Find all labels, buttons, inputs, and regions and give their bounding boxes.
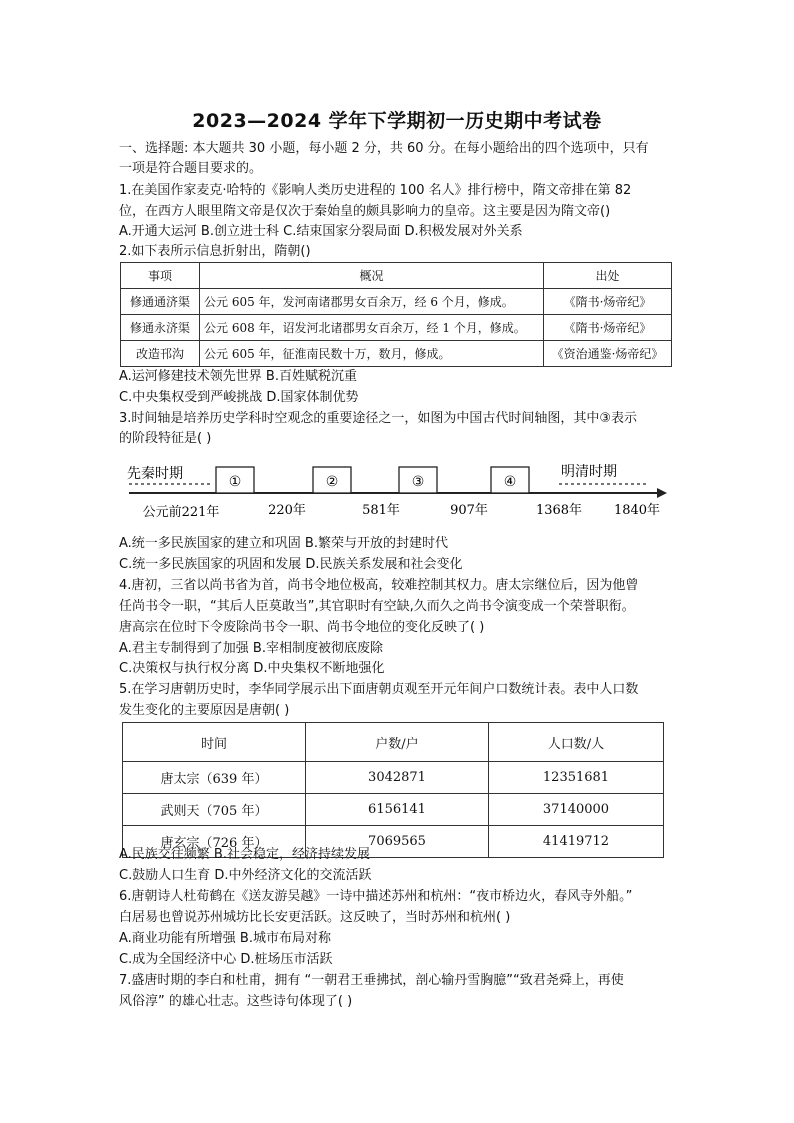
table-cell: 改造邗沟: [121, 341, 200, 367]
table-row: [121, 341, 672, 367]
table-cell: 公元 605 年，发河南诸郡男女百余万，经 6 个月，修成。: [200, 289, 544, 315]
q2-stem: 2.如下表所示信息折射出，隋朝(): [119, 244, 311, 259]
table-cell: 唐太宗（639 年）: [123, 762, 306, 794]
table-header-row: [121, 263, 672, 289]
table-cell: 《隋书·炀帝纪》: [544, 289, 672, 315]
table-cell: 《资治通鉴·炀帝纪》: [544, 341, 672, 367]
table-cell: 修通通济渠: [121, 289, 200, 315]
timeline-arrowhead: [657, 488, 667, 498]
q3-timeline: [119, 458, 679, 528]
timeline-right-label: 明清时期: [561, 464, 617, 480]
timeline-left-label: 先秦时期: [127, 466, 183, 482]
q1-stem-line-2: 位，在西方人眼里隋文帝是仅次于秦始皇的颇具影响力的皇帝。这主要是因为隋文帝(): [119, 204, 611, 219]
timeline-year-label: 220年: [268, 503, 306, 518]
page-title: 2023—2024 学年下学期初一历史期中考试卷: [192, 110, 602, 132]
q4-stem-line-3: 唐高宗在位时下令废除尚书令一职、尚书令地位的变化反映了( ): [119, 620, 485, 635]
q5-stem-line-1: 5.在学习唐朝历史时，李华同学展示出下面唐朝贞观至开元年间户口数统计表。表中人口数: [119, 682, 639, 697]
table-row: [121, 315, 672, 341]
timeline-box-label: ④: [503, 474, 517, 490]
table-header-cell: 事项: [121, 263, 200, 289]
table-cell: 《隋书·炀帝纪》: [544, 315, 672, 341]
q2-options-2: C.中央集权受到严峻挑战 D.国家体制优势: [119, 390, 359, 405]
q3-stem-line-2: 的阶段特征是( ): [119, 431, 212, 446]
q7-stem-line-1: 7.盛唐时期的李白和杜甫，拥有 “一朝君王垂拂拭，剖心输丹雪胸臆”“致君尧舜上，再使: [119, 973, 624, 988]
table-cell: 37140000: [489, 794, 664, 826]
timeline-year-label: 公元前221年: [142, 505, 220, 520]
table-header-cell: 出处: [544, 263, 672, 289]
table-cell: 41419712: [489, 826, 664, 858]
q3-options-1: A.统一多民族国家的建立和巩固 B.繁荣与开放的封建时代: [119, 536, 448, 551]
table-header-cell: 户数/户: [306, 723, 489, 762]
q5-options-2: C.鼓励人口生育 D.中外经济文化的交流活跃: [119, 868, 372, 883]
table-cell: 唐玄宗（726 年）: [123, 826, 306, 858]
table-header-cell: 概况: [200, 263, 544, 289]
q4-stem-line-1: 4.唐初，三省以尚书省为首，尚书令地位极高，较难控制其权力。唐太宗继位后，因为他曾: [119, 578, 639, 593]
q4-options-1: A.君主专制得到了加强 B.宰相制度被彻底废除: [119, 641, 383, 656]
section-instructions-line-1: 一、选择题: 本大题共 30 小题，每小题 2 分，共 60 分。在每小题给出的四个选项中，只有: [119, 141, 649, 156]
table-cell: 12351681: [489, 762, 664, 794]
section-instructions-line-2: 一项是符合题目要求的。: [119, 161, 263, 176]
timeline-box-label: ②: [325, 474, 339, 490]
table-cell: 公元 608 年，诏发河北诸郡男女百余万，经 1 个月，修成。: [200, 315, 544, 341]
table-row: [121, 289, 672, 315]
q4-options-2: C.决策权与执行权分离 D.中央集权不断地强化: [119, 661, 385, 676]
timeline-box-label: ①: [228, 474, 242, 490]
table-cell: 公元 605 年，征淮南民数十万，数月，修成。: [200, 341, 544, 367]
table-cell: 6156141: [306, 794, 489, 826]
q3-stem-line-1: 3.时间轴是培养历史学科时空观念的重要途径之一，如图为中国古代时间轴图，其中③表示: [119, 411, 638, 426]
q1-stem-line-1: 1.在美国作家麦克·哈特的《影响人类历史进程的 100 名人》排行榜中，隋文帝排在第 82: [119, 183, 632, 198]
q6-stem-line-1: 6.唐朝诗人杜荀鹤在《送友游吴越》一诗中描述苏州和杭州：“夜市桥边火，春风寺外船。”: [119, 889, 633, 904]
timeline-box-label: ③: [411, 474, 425, 490]
q6-options-2: C.成为全国经济中心 D.桩场压市活跃: [119, 952, 333, 967]
timeline-year-label: 1368年: [535, 503, 583, 518]
table-header-cell: 时间: [123, 723, 306, 762]
q2-options-1: A.运河修建技术领先世界 B.百姓赋税沉重: [119, 369, 357, 384]
q6-stem-line-2: 白居易也曾说苏州城坊比长安更活跃。这反映了，当时苏州和杭州( ): [119, 910, 511, 925]
q4-stem-line-2: 任尚书令一职，“其后人臣莫敢当”,其官职时有空缺,久而久之尚书令演变成一个荣誉职衔。: [119, 599, 635, 614]
q3-options-2: C.统一多民族国家的巩固和发展 D.民族关系发展和社会变化: [119, 557, 463, 572]
q5-options-1: A.民族交往频繁 B.社会稳定，经济持续发展: [119, 847, 370, 862]
table-cell: 武则天（705 年）: [123, 794, 306, 826]
table-row: [123, 762, 664, 794]
q1-options: A.开通大运河 B.创立进士科 C.结束国家分裂局面 D.积极发展对外关系: [119, 224, 523, 239]
table-cell: 3042871: [306, 762, 489, 794]
table-cell: 7069565: [306, 826, 489, 858]
q7-stem-line-2: 风俗淳” 的雄心壮志。这些诗句体现了( ): [119, 994, 353, 1009]
timeline-year-label: 907年: [450, 503, 488, 518]
q6-options-1: A.商业功能有所增强 B.城市布局对称: [119, 931, 331, 946]
timeline-year-label: 1840年: [613, 503, 661, 518]
table-header-cell: 人口数/人: [489, 723, 664, 762]
q2-table: [120, 262, 672, 367]
q5-table: [122, 722, 664, 858]
table-cell: 修通永济渠: [121, 315, 200, 341]
table-header-row: [123, 723, 664, 762]
table-row: [123, 794, 664, 826]
q5-stem-line-2: 发生变化的主要原因是唐朝( ): [119, 703, 290, 718]
timeline-year-label: 581年: [362, 503, 400, 518]
